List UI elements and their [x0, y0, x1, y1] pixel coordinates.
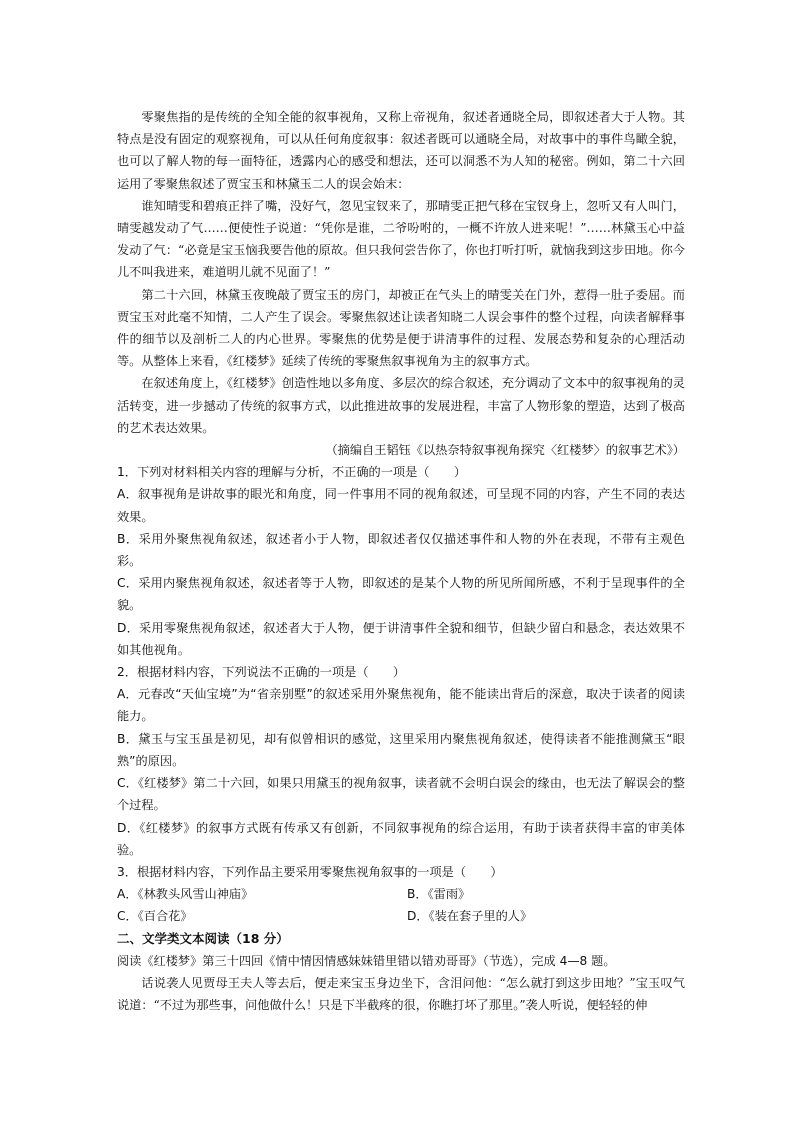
question-1: [117, 461, 685, 661]
section-2-title: 二、文学类文本阅读（18 分）: [117, 930, 289, 946]
question-2-option-c: C．《红楼梦》第二十六回，如果只用黛玉的视角叙事，读者就不会明白误会的缘由，也无法了解误会的整个过程。: [117, 776, 685, 813]
passage-paragraph-3: 第二十六回，林黛玉夜晚敲了贾宝玉的房门，却被正在气头上的晴雯关在门外，惹得一肚子委屈。而贾宝玉对此毫不知情，二人产生了误会。零聚焦叙述让读者知晓二人误会事件的整个过程，向读者解释事件的细节以及剖析二人的内心世界。零聚焦的优势是便于讲清事件的过程、发展态势和复杂的心理活动等。从整体上来看，《红楼梦》延续了传统的零聚焦叙事视角为主的叙事方式。: [117, 287, 685, 369]
question-3-option-d: D．《装在套子里的人》: [407, 909, 533, 924]
question-1-option-a: A．叙事视角是讲故事的眼光和角度，同一件事用不同的视角叙述，可呈现不同的内容，产生不同的表达效果。: [117, 487, 685, 524]
page-content: [117, 106, 685, 1016]
question-2-stem: 2．根据材料内容，下列说法不正确的一项是（ ）: [117, 665, 406, 680]
question-2: [117, 661, 685, 861]
section-2-excerpt: 话说袭人见贾母王夫人等去后，便走来宝玉身边坐下，含泪问他：“怎么就打到这步田地？”宝玉叹气说道：“不过为那些事，问他做什么！只是下半截疼的很，你瞧打坏了那里。”袭人听说，便轻轻的伸: [117, 975, 685, 1013]
question-2-option-b: B．黛玉与宝玉虽是初见，却有似曾相识的感觉，这里采用内聚焦视角叙述，使得读者不能推测黛玉“眼熟”的原因。: [117, 731, 685, 768]
question-3-option-c: C．《百合花》: [117, 909, 193, 924]
question-1-option-c: C．采用内聚焦视角叙述，叙述者等于人物，即叙述的是某个人物的所见所闻所感，不利于呈现事件的全貌。: [117, 576, 685, 613]
question-1-option-b: B．采用外聚焦视角叙述，叙述者小于人物，即叙述者仅仅描述事件和人物的外在表现，不带有主观色彩。: [117, 531, 685, 569]
question-3-stem: 3．根据材料内容，下列作品主要采用零聚焦视角叙事的一项是（ ）: [117, 864, 503, 879]
passage-paragraph-4: 在叙述角度上，《红楼梦》创造性地以多角度、多层次的综合叙述，充分调动了文本中的叙事视角的灵活转变，进一步撼动了传统的叙事方式，以此推进故事的发展进程，丰富了人物形象的塑造，达到了极高的艺术表达效果。: [117, 376, 685, 435]
question-3-options-row-1: [117, 883, 685, 905]
question-3-option-a: A．《林教头风雪山神庙》: [117, 887, 254, 902]
question-2-option-a: A．元春改“天仙宝境”为“省亲别墅”的叙述采用外聚焦视角，能不能读出背后的深意，取决于读者的阅读能力。: [117, 687, 685, 724]
question-1-stem: 1．下列对材料相关内容的理解与分析，不正确的一项是（ ）: [117, 465, 467, 480]
passage-source: （摘编自王韬钰《以热奈特叙事视角探究〈红楼梦〉的叙事艺术》）: [325, 443, 685, 458]
passage-quote-paragraph: 谁知晴雯和碧痕正拌了嘴，没好气，忽见宝钗来了，那晴雯正把气移在宝钗身上，忽听又有人叫门，晴雯越发动了气……便使性子说道：“凭你是谁，二爷吩咐的，一概不许放人进来呢！”……林黛玉心中益发动了气：“必竟是宝玉恼我要告他的原故。但只我何尝告你了，你也打听打听，就恼我到这步田地。你今儿不叫我进来，难道明儿就不见面了！”: [117, 198, 685, 280]
question-3-option-b: B．《雷雨》: [407, 887, 471, 902]
question-1-option-d: D．采用零聚焦视角叙述，叙述者大于人物，便于讲清事件全貌和细节，但缺少留白和悬念，表达效果不如其他视角。: [117, 620, 685, 657]
section-2-intro: 阅读《红楼梦》第三十四回《情中情因情感妹妹错里错以错劝哥哥》（节选），完成 4—8 题。: [117, 953, 616, 968]
passage-paragraph-1: 零聚焦指的是传统的全知全能的叙事视角，又称上帝视角，叙述者通晓全局，即叙述者大于人物。其特点是没有固定的观察视角，可以从任何角度叙事：叙述者既可以通晓全局，对故事中的事件鸟瞰全貌，也可以了解人物的每一面特征，透露内心的感受和想法，还可以洞悉不为人知的秘密。例如，第二十六回运用了零聚焦叙述了贾宝玉和林黛玉二人的误会始末：: [117, 110, 685, 191]
question-3-options-row-2: [117, 905, 685, 927]
question-2-option-d: D．《红楼梦》的叙事方式既有传承又有创新，不同叙事视角的综合运用，有助于读者获得丰富的审美体验。: [117, 820, 685, 857]
question-3: [117, 861, 685, 928]
